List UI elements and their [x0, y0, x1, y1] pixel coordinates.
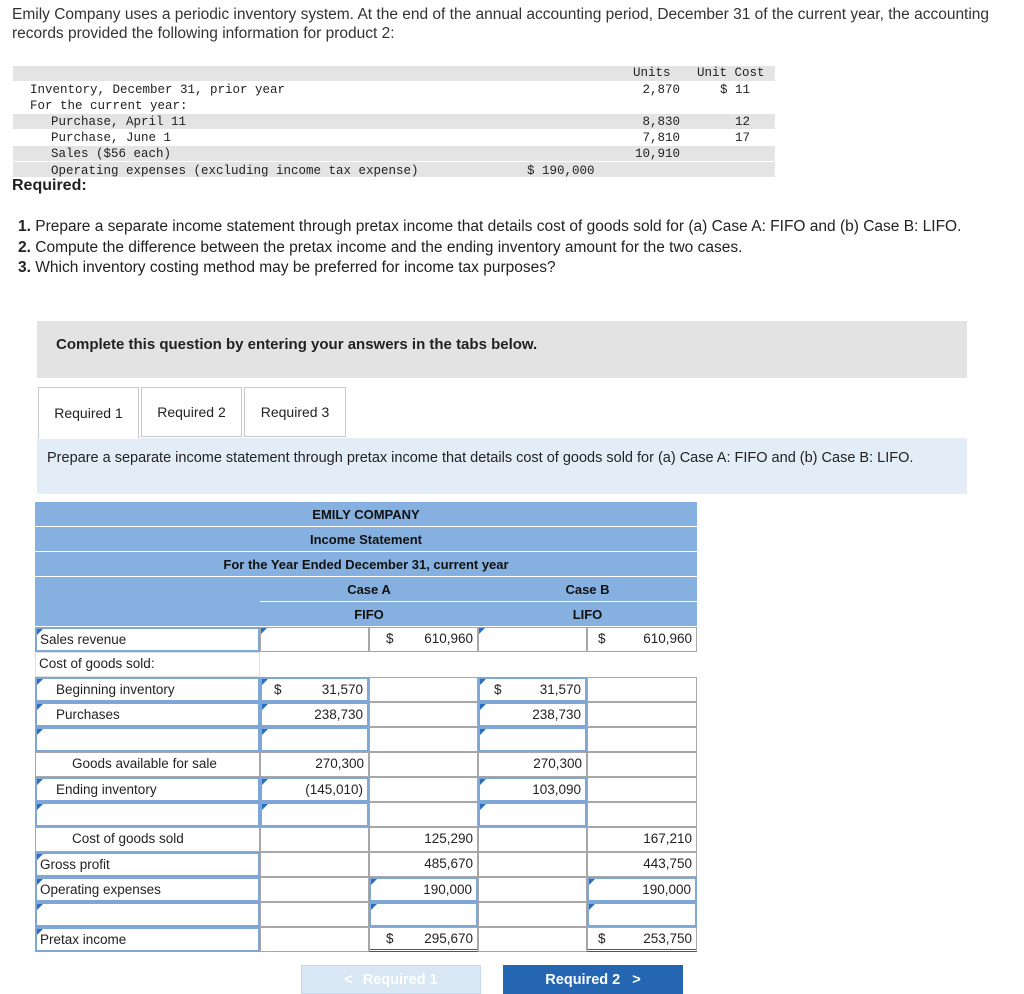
- chevron-right-icon: >: [632, 971, 641, 988]
- case-a-ending-inventory-input[interactable]: (145,010): [260, 777, 369, 802]
- case-b-opex-input[interactable]: 190,000: [587, 877, 697, 902]
- currency-sign: $: [386, 631, 394, 646]
- row-label-ending-inventory[interactable]: Ending inventory: [35, 777, 260, 802]
- case-a-blank-input[interactable]: [369, 902, 478, 927]
- row-label-sales-revenue[interactable]: [35, 627, 260, 652]
- col-header-units: Units: [633, 66, 671, 80]
- label-col-header: [35, 577, 260, 627]
- case-b-blank-input[interactable]: [478, 802, 587, 827]
- data-row-units: 7,810: [642, 131, 680, 145]
- case-b-cogs: 167,210: [587, 827, 697, 852]
- row-label-goods-available: Goods available for sale: [35, 752, 260, 777]
- row-label-purchases[interactable]: Purchases: [35, 702, 260, 727]
- row-label-blank[interactable]: [35, 727, 260, 752]
- row-label-beginning-inventory[interactable]: Beginning inventory: [35, 677, 260, 702]
- data-row-label: Sales ($56 each): [51, 147, 172, 161]
- sales-revenue-label: Sales revenue: [40, 632, 127, 647]
- case-a-gross-profit: 485,670: [369, 852, 478, 877]
- case-a-col1-cell: [260, 927, 369, 952]
- case-b-col1-cell: [478, 877, 587, 902]
- step-number: 3.: [18, 259, 31, 276]
- case-a-cogs: 125,290: [369, 827, 478, 852]
- step-number: 1.: [18, 218, 31, 235]
- case-a-opex-input[interactable]: 190,000: [369, 877, 478, 902]
- case-a-col2-cell: [369, 752, 478, 777]
- case-a-sales-input[interactable]: $ 610,960: [369, 627, 478, 652]
- case-b-col2-cell[interactable]: [587, 727, 697, 752]
- statement-period: For the Year Ended December 31, current year: [35, 552, 697, 577]
- case-a-method: FIFO: [260, 602, 478, 627]
- step-1: [18, 217, 1018, 237]
- data-row-label: Purchase, June 1: [51, 131, 172, 145]
- case-a-blank-input[interactable]: [260, 727, 369, 752]
- data-row-cost: $ 11: [719, 83, 750, 97]
- case-a-col1-cell: [260, 827, 369, 852]
- step-2: [18, 238, 1018, 258]
- case-a-blank-input[interactable]: [260, 802, 369, 827]
- case-a-beg-inv-input[interactable]: $ 31,570: [260, 677, 369, 702]
- case-b-blank-input[interactable]: [478, 727, 587, 752]
- data-row-units: 2,870: [642, 83, 680, 97]
- case-b-col2-cell: [587, 752, 697, 777]
- case-b-col1-cell[interactable]: [478, 627, 587, 652]
- tab-prompt-box: [37, 438, 967, 494]
- data-row-amount: $ 190,000: [527, 164, 595, 178]
- income-statement: [35, 502, 697, 954]
- col-header-unit-cost: Unit Cost: [697, 66, 765, 80]
- case-b-col2-cell[interactable]: [587, 802, 697, 827]
- step-text: Prepare a separate income statement through pretax income that details cost of goods sold for (a) Case A: FIFO and (b) Case B: LIFO.: [35, 218, 962, 235]
- case-b-ending-inventory-input[interactable]: 103,090: [478, 777, 587, 802]
- case-a-pretax-income: $ 295,670: [369, 927, 478, 952]
- chevron-left-icon: <: [344, 971, 353, 988]
- data-row-units: 8,830: [642, 115, 680, 129]
- case-b-col1-cell: [478, 927, 587, 952]
- next-required-2-button[interactable]: Required 2 >: [503, 965, 683, 994]
- case-a-col2-cell[interactable]: [369, 802, 478, 827]
- case-b-col1-cell: [478, 902, 587, 927]
- data-row-label: For the current year:: [30, 99, 188, 113]
- case-a-col2-cell[interactable]: [369, 677, 478, 702]
- case-b-sales-input[interactable]: $ 610,960: [587, 627, 697, 652]
- case-a-col1-cell[interactable]: [260, 627, 369, 652]
- case-a-goods-available: 270,300: [260, 752, 369, 777]
- case-b-col2-cell[interactable]: [587, 677, 697, 702]
- prev-required-1-button[interactable]: < Required 1: [301, 965, 481, 994]
- case-b-beg-inv-input[interactable]: $ 31,570: [478, 677, 587, 702]
- currency-sign: $: [386, 931, 394, 946]
- required-heading: Required:: [12, 177, 87, 194]
- data-row-units: 10,910: [634, 147, 680, 161]
- case-b-col1-cell: [478, 827, 587, 852]
- case-b-blank-input[interactable]: [587, 902, 697, 927]
- required-steps: [18, 217, 1018, 279]
- tab-required-1[interactable]: Required 1: [38, 387, 139, 439]
- instructions-text: Complete this question by entering your answers in the tabs below.: [56, 336, 538, 353]
- case-b-col2-cell[interactable]: [587, 702, 697, 727]
- case-b-pretax-income: $ 253,750: [587, 927, 697, 952]
- step-number: 2.: [18, 238, 31, 256]
- case-b-col2-cell[interactable]: [587, 777, 697, 802]
- case-a-col2-cell[interactable]: [369, 777, 478, 802]
- tab-required-3[interactable]: Required 3: [244, 387, 346, 437]
- data-row-label: Purchase, April 11: [51, 115, 187, 129]
- currency-sign: $: [494, 682, 502, 697]
- case-a-col2-cell[interactable]: [369, 727, 478, 752]
- tab-required-2[interactable]: Required 2: [141, 387, 242, 437]
- case-b-col1-cell: [478, 852, 587, 877]
- case-a-col1-cell: [260, 852, 369, 877]
- data-row-label: Operating expenses (excluding income tax expense): [51, 164, 419, 178]
- case-b-purchases-input[interactable]: 238,730: [478, 702, 587, 727]
- currency-sign: $: [598, 931, 606, 946]
- case-a-col1-cell: [260, 902, 369, 927]
- step-text: Compute the difference between the pretax income and the ending inventory amount for the two cases.: [35, 238, 743, 256]
- row-label-blank[interactable]: [35, 902, 260, 927]
- data-row-cost: 12: [734, 115, 750, 129]
- currency-sign: $: [274, 682, 282, 697]
- row-label-cost-of-goods-sold: Cost of goods sold: [35, 827, 260, 852]
- tab-prompt-text: Prepare a separate income statement through pretax income that details cost of goods sold for (a) Case A: FIFO and (b) Case B: LIFO.: [47, 450, 914, 466]
- case-a-col2-cell[interactable]: [369, 702, 478, 727]
- case-b-method: LIFO: [478, 602, 697, 627]
- case-b-header: Case B: [478, 577, 697, 602]
- instructions-box: [37, 321, 967, 378]
- case-a-header: Case A: [260, 577, 478, 602]
- cogs-header-label: Cost of goods sold:: [35, 652, 260, 677]
- row-label-operating-expenses[interactable]: Operating expenses: [35, 877, 260, 902]
- data-row-cost: 17: [734, 131, 750, 145]
- statement-title: Income Statement: [35, 527, 697, 552]
- currency-sign: $: [598, 631, 606, 646]
- step-text: Which inventory costing method may be preferred for income tax purposes?: [35, 259, 556, 276]
- data-row-label: Inventory, December 31, prior year: [30, 83, 286, 97]
- step-3: [18, 258, 1018, 278]
- row-label-gross-profit[interactable]: Gross profit: [35, 852, 260, 877]
- problem-intro: Emily Company uses a periodic inventory system. At the end of the annual accounting period, December 31 of the current year, the accounting records provided the following information for product 2:: [12, 6, 990, 42]
- case-b-goods-available: 270,300: [478, 752, 587, 777]
- row-label-pretax-income[interactable]: Pretax income: [35, 927, 260, 952]
- case-a-purchases-input[interactable]: 238,730: [260, 702, 369, 727]
- case-b-gross-profit: 443,750: [587, 852, 697, 877]
- row-label-blank[interactable]: [35, 802, 260, 827]
- case-a-col1-cell: [260, 877, 369, 902]
- company-name: EMILY COMPANY: [35, 502, 697, 527]
